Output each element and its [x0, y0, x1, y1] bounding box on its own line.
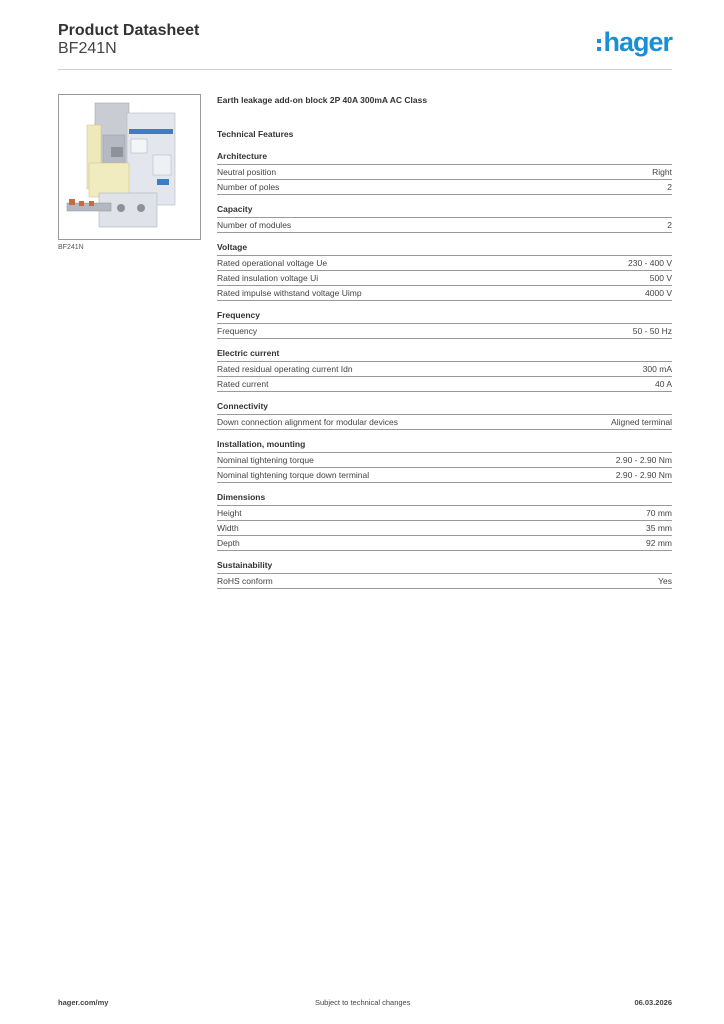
spec-label: Frequency — [217, 326, 258, 336]
footer-website-link[interactable]: hager.com/my — [58, 998, 109, 1007]
spec-value: 2.90 - 2.90 Nm — [615, 470, 672, 480]
group-title: Sustainability — [217, 560, 672, 574]
spec-value: 2.90 - 2.90 Nm — [615, 455, 672, 465]
group-title: Dimensions — [217, 492, 672, 506]
spec-label: Down connection alignment for modular devices — [217, 417, 398, 427]
spec-value: 92 mm — [646, 538, 672, 548]
group-title: Electric current — [217, 348, 672, 362]
spec-value: Right — [652, 167, 672, 177]
datasheet-content — [217, 95, 672, 598]
hager-logo — [597, 28, 672, 56]
spec-label: Number of poles — [217, 182, 280, 192]
page-header — [58, 22, 672, 70]
logo-wordmark: hager — [603, 27, 672, 57]
group-electric-current — [217, 348, 672, 392]
spec-value: 50 - 50 Hz — [632, 326, 672, 336]
spec-label: Nominal tightening torque down terminal — [217, 470, 370, 480]
spec-label: Rated residual operating current Idn — [217, 364, 353, 374]
spec-row — [217, 506, 672, 521]
group-title: Frequency — [217, 310, 672, 324]
spec-row — [217, 165, 672, 180]
spec-label: RoHS conform — [217, 576, 273, 586]
group-title: Capacity — [217, 204, 672, 218]
group-capacity — [217, 204, 672, 233]
spec-value: 500 V — [649, 273, 672, 283]
spec-value: 4000 V — [645, 288, 672, 298]
spec-value: 35 mm — [646, 523, 672, 533]
spec-label: Rated operational voltage Ue — [217, 258, 328, 268]
spec-label: Rated current — [217, 379, 269, 389]
spec-row — [217, 180, 672, 195]
spec-value: 70 mm — [646, 508, 672, 518]
group-frequency — [217, 310, 672, 339]
spec-value: 300 mA — [642, 364, 672, 374]
group-connectivity — [217, 401, 672, 430]
spec-value: 2 — [667, 220, 672, 230]
spec-row — [217, 218, 672, 233]
spec-row — [217, 324, 672, 339]
spec-row — [217, 453, 672, 468]
spec-row — [217, 415, 672, 430]
group-sustainability — [217, 560, 672, 589]
footer-date: 06.03.2026 — [634, 998, 672, 1007]
group-installation-mounting — [217, 439, 672, 483]
spec-label: Depth — [217, 538, 240, 548]
spec-row — [217, 574, 672, 589]
group-architecture — [217, 151, 672, 195]
spec-label: Width — [217, 523, 239, 533]
group-voltage — [217, 242, 672, 301]
group-title: Installation, mounting — [217, 439, 672, 453]
spec-label: Nominal tightening torque — [217, 455, 314, 465]
spec-value: Yes — [658, 576, 672, 586]
group-title: Connectivity — [217, 401, 672, 415]
spec-value: Aligned terminal — [611, 417, 672, 427]
footer-notice: Subject to technical changes — [315, 998, 411, 1007]
spec-value: 40 A — [654, 379, 672, 389]
product-code: BF241N — [58, 40, 117, 57]
spec-row — [217, 256, 672, 271]
photo-caption: BF241N — [58, 244, 84, 251]
spec-row — [217, 271, 672, 286]
group-title: Voltage — [217, 242, 672, 256]
spec-row — [217, 536, 672, 551]
spec-label: Rated impulse withstand voltage Uimp — [217, 288, 362, 298]
spec-row — [217, 377, 672, 392]
spec-value: 2 — [667, 182, 672, 192]
spec-label: Rated insulation voltage Ui — [217, 273, 319, 283]
spec-row — [217, 286, 672, 301]
document-title: Product Datasheet — [58, 22, 200, 39]
product-image — [59, 95, 201, 240]
spec-row — [217, 362, 672, 377]
spec-label: Number of modules — [217, 220, 292, 230]
product-description: Earth leakage add-on block 2P 40A 300mA AC Class — [217, 95, 428, 105]
logo-colon-icon — [597, 39, 601, 51]
spec-label: Height — [217, 508, 242, 518]
group-title: Architecture — [217, 151, 672, 165]
spec-row — [217, 521, 672, 536]
group-dimensions — [217, 492, 672, 551]
spec-row — [217, 468, 672, 483]
spec-value: 230 - 400 V — [628, 258, 672, 268]
product-photo — [58, 94, 201, 240]
technical-features-heading: Technical Features — [217, 129, 294, 139]
spec-label: Neutral position — [217, 167, 277, 177]
